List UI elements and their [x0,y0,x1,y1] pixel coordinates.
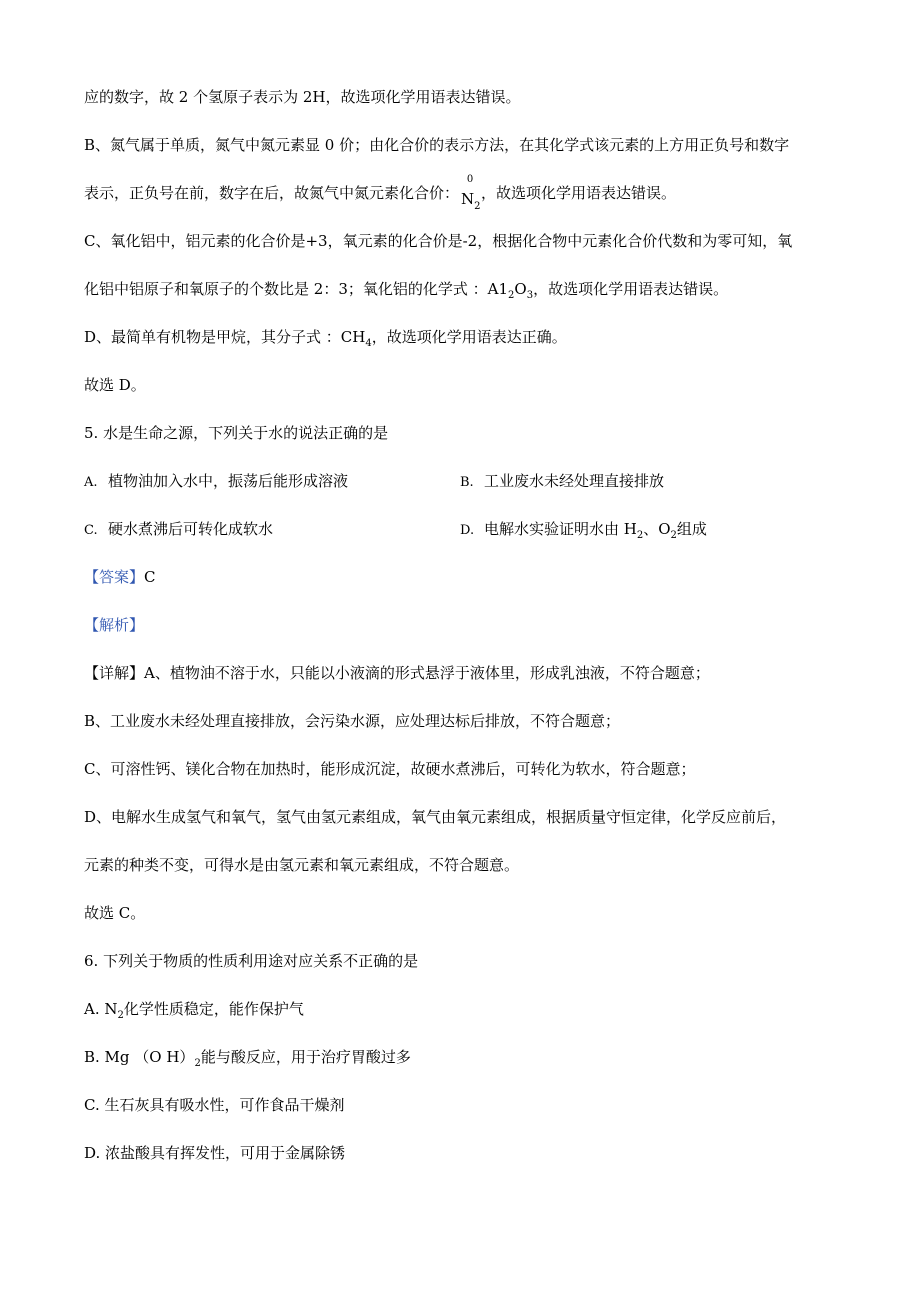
option-row [84,518,850,542]
option-text: B. Mg （O H） [84,1048,195,1066]
option-b [84,1046,850,1075]
subscript: 2 [474,201,481,212]
option-b [460,470,664,494]
option-text: 硬水煮沸后可转化成软水 [108,520,274,538]
text: ，故选项化学用语表达错误。 [533,280,729,298]
text: 应的数字，故 2 个氢原子表示为 2H，故选项化学用语表达错误。 [84,88,521,106]
option-d [460,518,707,547]
text: 表示，正负号在前，数字在后，故氮气中氮元素化合价： [84,184,460,202]
analysis-bracket: 【 [84,616,100,634]
text: 化铝中铝原子和氧原子的个数比是 2：3；氧化铝的化学式 ：A1 [84,280,509,298]
option-label: D. [460,523,475,538]
text: 故选 C。 [84,904,146,922]
option-text: 植物油加入水中，振荡后能形成溶液 [108,472,349,490]
subscript: 2 [636,530,644,541]
option-text: D. 浓盐酸具有挥发性，可用于金属除锈 [84,1144,346,1162]
text: 元素的种类不变，可得水是由氢元素和氧元素组成，不符合题意。 [84,856,520,874]
text-line [84,326,850,355]
analysis-label: 解析 [99,616,130,634]
subscript: 2 [670,530,677,541]
subscript: 2 [117,1010,124,1021]
option-a [84,472,348,490]
subscript: 2 [194,1058,201,1069]
text-line [84,174,850,218]
option-label: B. [460,475,474,490]
text-line [84,806,850,828]
text-line [84,902,850,924]
text: C、可溶性钙、镁化合物在加热时，能形成沉淀，故硬水煮沸后，可转化为软水，符合题意； [84,760,696,778]
option-text: 、O [643,520,671,538]
question-title [84,422,850,444]
answer-line [84,566,850,588]
answer-bracket: 【 [84,568,100,586]
text-line [84,710,850,732]
valence-notation [461,174,481,218]
option-text: 电解水实验证明水由 H [484,520,637,538]
option-c [84,520,273,538]
text: ，故选项化学用语表达错误。 [481,184,677,202]
option-text: 能与酸反应，用于治疗胃酸过多 [200,1048,411,1066]
answer-label: 答案 [99,568,130,586]
option-row [84,470,850,494]
option-label: A. [84,475,98,490]
text-line [84,854,850,876]
text-line [84,278,850,307]
text: C、氧化铝中，铝元素的化合价是+3，氧元素的化合价是-2，根据化合物中元素化合价代数和为零可知，氧 [84,232,793,250]
text-line [84,230,850,252]
subscript: 4 [365,338,372,349]
option-d [84,1142,850,1164]
element-symbol: N [461,190,475,208]
text: 故选 D。 [84,376,146,394]
option-text: A. N [84,1000,118,1018]
option-text: 工业废水未经处理直接排放 [484,472,665,490]
text: B、工业废水未经处理直接排放，会污染水源，应处理达标后排放，不符合题意； [84,712,621,730]
analysis-heading [84,614,850,636]
question-title [84,950,850,972]
option-c [84,1094,850,1116]
answer-value: C [144,568,156,586]
text: 【详解】A、植物油不溶于水，只能以小液滴的形式悬浮于液体里，形成乳浊液，不符合题意； [84,664,710,682]
text: 5. 水是生命之源，下列关于水的说法正确的是 [84,424,389,442]
text-line [84,374,850,396]
option-label: C. [84,523,98,538]
subscript: 2 [508,290,515,301]
text: ，故选项化学用语表达正确。 [371,328,567,346]
text: O [514,280,527,298]
text-line [84,662,850,684]
text-line [84,758,850,780]
text: 6. 下列关于物质的性质利用途对应关系不正确的是 [84,952,419,970]
option-a [84,998,850,1027]
option-text: C. 生石灰具有吸水性，可作食品干燥剂 [84,1096,345,1114]
text: D、最简单有机物是甲烷，其分子式 ：CH [84,328,366,346]
analysis-bracket: 】 [129,616,145,634]
subscript: 3 [526,290,534,301]
text-line [84,134,850,156]
answer-bracket: 】 [129,568,145,586]
option-text: 化学性质稳定，能作保护气 [123,1000,304,1018]
text: D、电解水生成氢气和氧气，氢气由氢元素组成，氧气由氧元素组成，根据质量守恒定律，化学反应前后， [84,808,787,826]
text: B、氮气属于单质，氮气中氮元素显 0 价；由化合价的表示方法，在其化学式该元素的上方用正负号和数字 [84,136,790,154]
option-text: 组成 [676,520,707,538]
valence-number: 0 [466,174,474,185]
text-line [84,86,850,108]
